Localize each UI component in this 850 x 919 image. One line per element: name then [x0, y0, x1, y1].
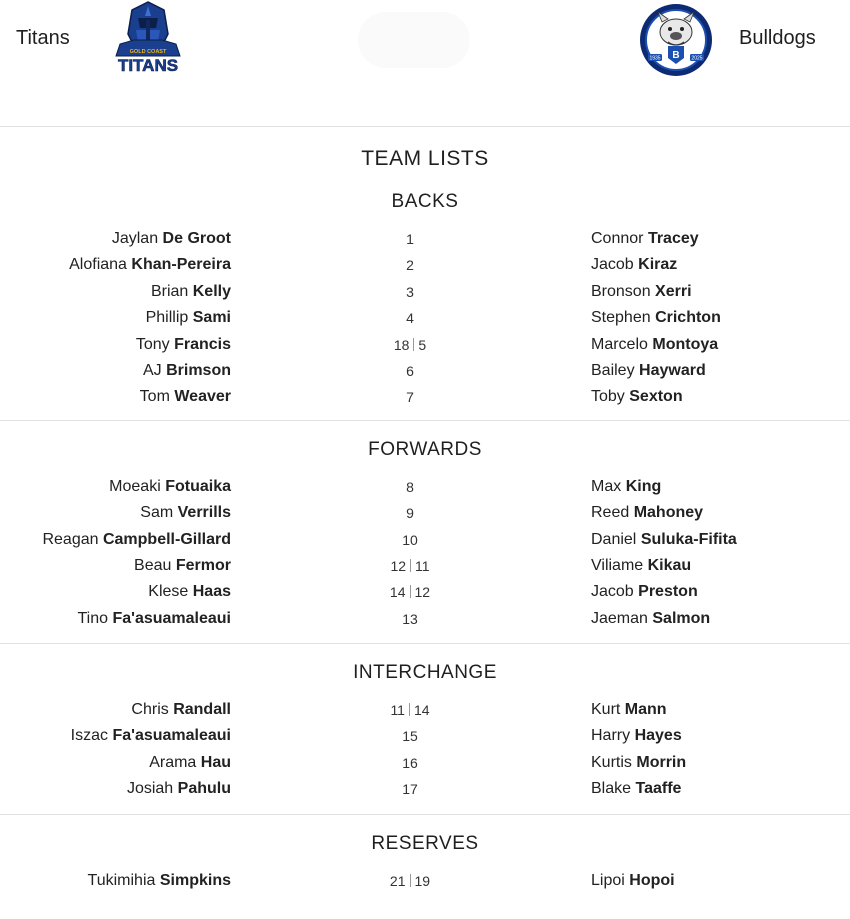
player-first-name: Reagan [42, 530, 99, 548]
player-first-name: Marcelo [591, 335, 648, 353]
section-title: BACKS [391, 191, 459, 212]
jersey-number-value: 19 [414, 872, 431, 889]
section-backs [0, 175, 850, 421]
player-row [0, 609, 850, 635]
home-player[interactable] [127, 779, 231, 799]
jersey-number [360, 779, 460, 799]
away-player[interactable] [591, 582, 698, 602]
player-last-name: Kikau [647, 556, 692, 574]
jersey-number [360, 282, 460, 302]
svg-text:TITANS: TITANS [117, 56, 179, 75]
jersey-number-value: 11 [415, 557, 430, 574]
player-last-name: Tracey [647, 230, 699, 247]
jersey-number [360, 335, 460, 355]
jersey-number [360, 477, 460, 497]
player-first-name: Bailey [591, 361, 635, 379]
player-first-name: Connor [591, 230, 644, 247]
player-first-name: Bronson [591, 282, 651, 300]
player-row [0, 361, 850, 387]
player-first-name: Tino [77, 609, 109, 627]
player-first-name: Beau [134, 556, 172, 574]
player-last-name: Mahoney [633, 504, 704, 522]
player-first-name: Daniel [591, 530, 637, 548]
player-last-name: Suluka-Fifita [640, 530, 737, 548]
svg-text:GOLD COAST: GOLD COAST [129, 49, 167, 55]
away-player[interactable] [591, 335, 718, 355]
player-row [0, 335, 850, 361]
player-first-name: AJ [142, 361, 162, 379]
player-last-name: Hau [200, 753, 231, 771]
match-score-placeholder [358, 12, 470, 68]
player-row [0, 477, 850, 503]
away-player[interactable] [591, 530, 737, 550]
jersey-number [360, 503, 460, 523]
section-title: INTERCHANGE [353, 662, 497, 684]
away-player[interactable] [591, 609, 710, 629]
player-last-name: Mann [624, 701, 667, 719]
number-divider [410, 585, 411, 598]
player-first-name: Tom [139, 388, 170, 406]
player-first-name: Lipoi [591, 871, 625, 889]
player-first-name: Tukimihia [87, 871, 156, 889]
svg-text:1935: 1935 [649, 55, 661, 62]
number-divider [409, 703, 410, 716]
player-first-name: Klese [148, 583, 189, 601]
player-first-name: Reed [591, 504, 630, 522]
jersey-number-value: 16 [402, 754, 418, 771]
jersey-number [360, 556, 460, 576]
jersey-number-value: 4 [406, 310, 414, 327]
away-player[interactable] [591, 871, 675, 891]
jersey-number-value: 18 [393, 336, 410, 353]
player-first-name: Tony [135, 335, 170, 353]
player-last-name: Salmon [652, 609, 711, 627]
jersey-number [360, 361, 460, 381]
jersey-number-value: 11 [390, 702, 405, 719]
away-player[interactable] [591, 308, 721, 328]
player-first-name: Brian [150, 282, 189, 300]
player-last-name: Pahulu [177, 780, 231, 798]
player-last-name: Randall [173, 701, 231, 719]
jersey-number-value: 9 [406, 505, 414, 522]
player-first-name: Harry [591, 727, 631, 745]
player-row [0, 503, 850, 529]
player-first-name: Toby [591, 388, 625, 406]
titans-logo[interactable] [112, 0, 184, 76]
team-lists-sections [0, 175, 850, 897]
player-last-name: Francis [174, 335, 231, 353]
player-last-name: Khan-Pereira [131, 256, 231, 274]
player-row [0, 700, 850, 726]
player-last-name: Hopoi [629, 871, 675, 889]
player-first-name: Jacob [591, 583, 634, 601]
svg-text:2025: 2025 [691, 55, 703, 62]
player-last-name: Weaver [174, 388, 231, 406]
jersey-number [360, 255, 460, 275]
home-player[interactable] [151, 282, 231, 302]
player-first-name: Kurtis [591, 753, 632, 771]
home-player[interactable] [149, 753, 231, 773]
player-row [0, 871, 850, 897]
jersey-number-value: 15 [402, 728, 418, 745]
player-row [0, 779, 850, 805]
player-first-name: Sam [140, 504, 174, 522]
player-last-name: Kelly [192, 282, 231, 300]
player-last-name: Sami [192, 309, 231, 327]
player-first-name: Jaeman [591, 609, 648, 627]
jersey-number-value: 7 [406, 389, 414, 406]
svg-text:B: B [672, 50, 680, 61]
player-last-name: Campbell-Gillard [102, 530, 231, 548]
jersey-number [360, 308, 460, 328]
player-last-name: Simpkins [159, 871, 231, 889]
player-rows [0, 477, 850, 635]
player-first-name: Viliame [591, 556, 644, 574]
player-last-name: Preston [638, 583, 698, 601]
away-player[interactable] [591, 361, 706, 381]
section-title: RESERVES [371, 832, 479, 854]
player-row [0, 255, 850, 281]
player-row [0, 308, 850, 334]
away-team-name[interactable]: Bulldogs [739, 27, 816, 49]
player-last-name: Taaffe [635, 780, 682, 798]
jersey-number-value: 1 [406, 231, 414, 247]
jersey-number-value: 5 [418, 336, 427, 353]
player-rows [0, 229, 850, 414]
jersey-number-value: 14 [413, 702, 430, 719]
jersey-number-value: 8 [406, 478, 414, 495]
away-player[interactable] [591, 387, 683, 407]
away-player[interactable] [591, 556, 691, 576]
player-row [0, 387, 850, 413]
jersey-number [360, 753, 460, 773]
jersey-number [360, 609, 460, 629]
home-player[interactable] [131, 700, 231, 720]
away-player[interactable] [591, 700, 667, 720]
number-divider [410, 559, 411, 572]
home-player[interactable] [143, 361, 231, 381]
player-first-name: Blake [591, 780, 632, 798]
away-player[interactable] [591, 779, 681, 799]
home-player[interactable] [140, 387, 231, 407]
player-row [0, 582, 850, 608]
home-player[interactable] [136, 335, 231, 355]
away-player[interactable] [591, 753, 686, 773]
player-last-name: De Groot [162, 230, 231, 247]
player-rows [0, 871, 850, 897]
player-first-name: Jacob [591, 256, 634, 274]
jersey-number [360, 582, 460, 602]
home-player[interactable] [42, 530, 231, 550]
jersey-number [360, 700, 460, 720]
away-player[interactable] [591, 503, 703, 523]
number-divider [413, 338, 414, 351]
jersey-number-value: 13 [402, 610, 418, 627]
jersey-number [360, 229, 460, 249]
section-reserves [0, 815, 850, 897]
jersey-number-value: 21 [389, 872, 406, 889]
home-player[interactable] [112, 229, 231, 249]
player-last-name: Brimson [166, 361, 231, 379]
home-player[interactable] [69, 255, 231, 275]
player-last-name: Hayward [639, 361, 706, 379]
player-last-name: Fermor [175, 556, 231, 574]
home-player[interactable] [148, 582, 231, 602]
match-header [0, 0, 850, 127]
jersey-number-value: 2 [406, 257, 414, 274]
player-first-name: Iszac [70, 727, 109, 745]
jersey-number [360, 871, 460, 891]
home-player[interactable] [140, 503, 231, 523]
player-first-name: Stephen [591, 309, 651, 327]
away-player[interactable] [591, 255, 677, 275]
player-row [0, 530, 850, 556]
player-last-name: Verrills [177, 504, 231, 522]
jersey-number [360, 387, 460, 407]
jersey-number-value: 17 [402, 781, 418, 798]
section-forwards [0, 421, 850, 644]
away-player[interactable] [591, 282, 692, 302]
home-team-name[interactable]: Titans [16, 27, 70, 49]
home-player[interactable] [109, 477, 231, 497]
player-row [0, 753, 850, 779]
player-first-name: Jaylan [111, 230, 159, 247]
player-last-name: Haas [192, 583, 231, 601]
home-player[interactable] [88, 871, 231, 891]
player-first-name: Kurt [591, 701, 621, 719]
jersey-number-value: 14 [389, 584, 406, 601]
jersey-number-value: 6 [406, 362, 414, 379]
home-player[interactable] [71, 726, 231, 746]
player-last-name: Fotuaika [165, 477, 231, 495]
jersey-number-value: 12 [414, 584, 431, 601]
player-last-name: Hayes [634, 727, 682, 745]
player-last-name: Montoya [652, 335, 719, 353]
player-first-name: Josiah [126, 780, 174, 798]
player-first-name: Arama [149, 753, 197, 771]
player-first-name: Moeaki [109, 477, 161, 495]
team-lists-title: TEAM LISTS [361, 147, 489, 170]
away-player[interactable] [591, 477, 661, 497]
away-player[interactable] [591, 229, 699, 249]
player-row [0, 726, 850, 752]
player-row [0, 282, 850, 308]
number-divider [410, 874, 411, 887]
player-last-name: Fa'asuamaleaui [112, 609, 231, 627]
jersey-number [360, 530, 460, 550]
jersey-number-value: 12 [390, 557, 407, 574]
jersey-number [360, 726, 460, 746]
section-interchange [0, 644, 850, 815]
player-last-name: Crichton [655, 309, 721, 327]
player-last-name: Sexton [629, 388, 683, 406]
player-last-name: Xerri [655, 282, 692, 300]
away-player[interactable] [591, 726, 682, 746]
home-player[interactable] [77, 609, 231, 629]
section-title: FORWARDS [368, 438, 482, 460]
player-last-name: Fa'asuamaleaui [112, 727, 231, 745]
home-player[interactable] [146, 308, 231, 328]
player-first-name: Phillip [145, 309, 189, 327]
home-player[interactable] [134, 556, 231, 576]
jersey-number-value: 10 [402, 531, 418, 548]
player-row [0, 556, 850, 582]
bulldogs-logo[interactable] [638, 2, 714, 78]
player-last-name: Kiraz [638, 256, 678, 274]
player-rows [0, 700, 850, 806]
player-last-name: Morrin [636, 753, 687, 771]
player-first-name: Alofiana [69, 256, 127, 274]
player-last-name: King [625, 477, 662, 495]
player-first-name: Max [591, 477, 622, 495]
jersey-number-value: 3 [406, 283, 414, 300]
player-row [0, 229, 850, 255]
player-first-name: Chris [131, 701, 169, 719]
